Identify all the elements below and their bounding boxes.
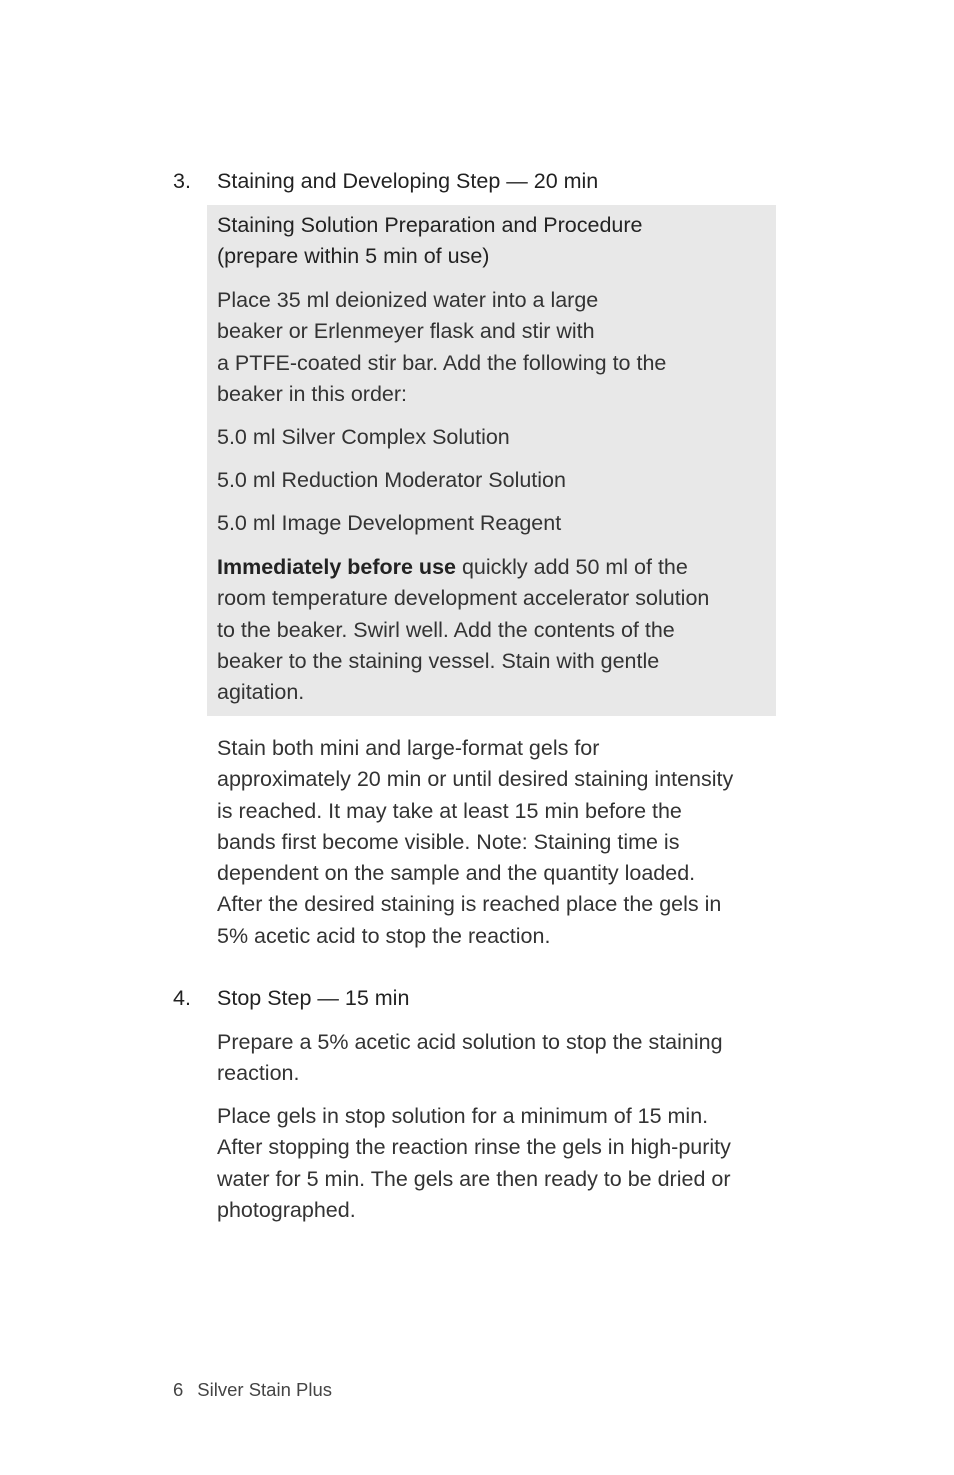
box-intro-line: Place 35 ml deionized water into a large: [217, 288, 599, 312]
immediately-before-use-lead: Immediately before use: [217, 555, 456, 579]
page-footer: [173, 1378, 332, 1402]
box-final-line: [217, 552, 782, 583]
step-3-number: 3.: [173, 169, 191, 193]
step-4-paragraph-line: photographed.: [217, 1197, 356, 1222]
step-3-staining-paragraph: [217, 733, 782, 952]
box-intro-line: beaker or Erlenmeyer flask and stir with: [217, 319, 595, 344]
step-4-paragraph-line: Place gels in stop solution for a minimum of 15 min.: [217, 1104, 709, 1128]
box-heading: [217, 210, 782, 273]
box-final-paragraph: [217, 552, 782, 708]
box-final-line: beaker to the staining vessel. Stain with gentle: [217, 648, 660, 673]
step-4-title: Stop Step — 15 min: [217, 986, 410, 1010]
step-3-paragraph-line: 5% acetic acid to stop the reaction.: [217, 923, 551, 948]
step-3-paragraph-line: is reached. It may take at least 15 min before the: [217, 798, 682, 823]
step-3-paragraph-line: approximately 20 min or until desired staining intensity: [217, 767, 734, 792]
step-3-paragraph-line: After the desired staining is reached place the gels in: [217, 892, 722, 917]
step-4-number: 4.: [173, 986, 191, 1010]
box-intro-line: a PTFE-coated stir bar. Add the following to the: [217, 350, 667, 375]
step-3-paragraph-line: dependent on the sample and the quantity loaded.: [217, 861, 696, 886]
box-intro-line: beaker in this order:: [217, 381, 408, 406]
box-final-line: agitation.: [217, 680, 305, 705]
step-4-paragraph-line: After stopping the reaction rinse the gels in high-purity: [217, 1135, 731, 1160]
step-4-paragraph-line: Prepare a 5% acetic acid solution to stop the staining: [217, 1030, 723, 1054]
product-name: Silver Stain Plus: [197, 1379, 332, 1400]
reagent-item-reduction-moderator: 5.0 ml Reduction Moderator Solution: [217, 468, 566, 492]
reagent-item-silver-complex: 5.0 ml Silver Complex Solution: [217, 425, 510, 449]
step-4-paragraph-1: [217, 1027, 782, 1090]
step-3-paragraph-line: bands first become visible. Note: Staining time is: [217, 829, 680, 854]
reagent-item-image-development: 5.0 ml Image Development Reagent: [217, 511, 562, 535]
step-3-title: Staining and Developing Step — 20 min: [217, 169, 599, 193]
box-heading-line-1: Staining Solution Preparation and Procedure: [217, 213, 643, 237]
page-number: 6: [173, 1379, 184, 1400]
step-3-paragraph-line: Stain both mini and large-format gels for: [217, 736, 600, 760]
box-heading-line-2: (prepare within 5 min of use): [217, 244, 490, 269]
box-final-line: room temperature development accelerator solution: [217, 586, 710, 611]
step-4-paragraph-line: reaction.: [217, 1061, 300, 1086]
step-4-paragraph-line: water for 5 min. The gels are then ready to be dried or: [217, 1166, 731, 1191]
box-intro-paragraph: [217, 285, 782, 410]
box-final-line-1-rest: quickly add 50 ml of the: [455, 555, 688, 579]
step-4-paragraph-2: [217, 1101, 782, 1226]
box-final-line: to the beaker. Swirl well. Add the contents of the: [217, 617, 675, 642]
